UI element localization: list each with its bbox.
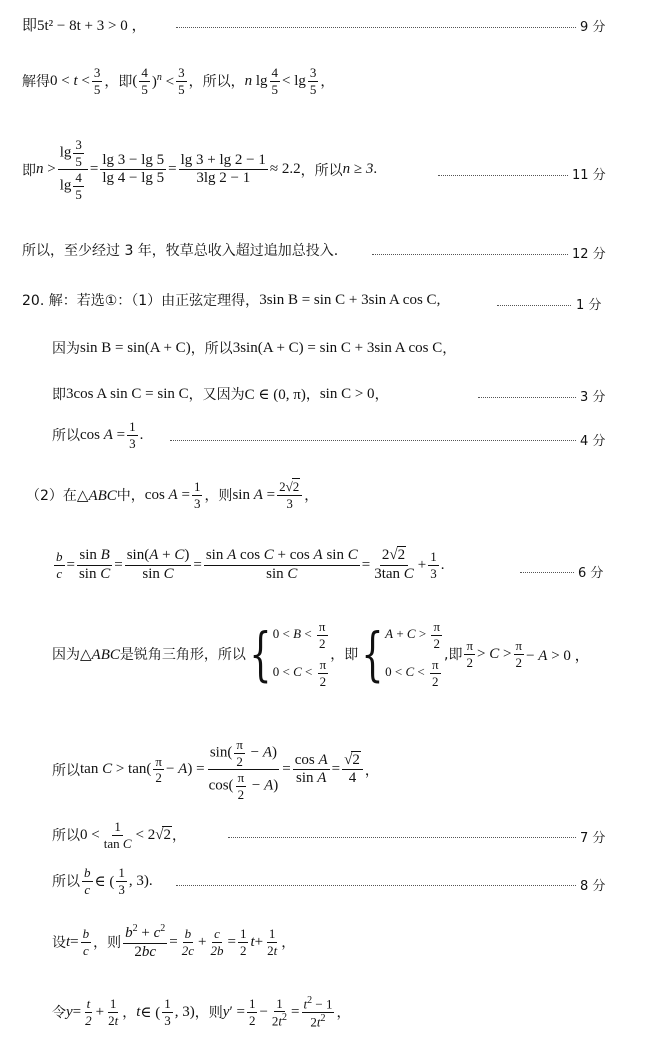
text-yinwei: 因为 — [52, 647, 80, 664]
text-ji: 即 — [52, 387, 66, 403]
line-8: 所以 cos A = $\frac{1}{3}$ . — [52, 419, 144, 451]
score-label: 8 分 — [580, 879, 606, 894]
score-label: 6 分 — [578, 566, 604, 581]
line-1 — [22, 14, 146, 35]
score-label: 11 分 — [572, 168, 606, 183]
dotted-leader — [372, 254, 568, 255]
dotted-leader — [176, 885, 576, 886]
text-suoyi: 所以 — [52, 428, 80, 445]
line-2: 解得 0 < t < $\frac{3}{5}$ ，即 ( $\frac{4}{5}$ )$^n$ < $\frac{3}{5}$ ，所以， n lg $\frac{4}{5}$ < lg $\frac{3}{5}$ ， — [22, 65, 335, 97]
comma: ， — [336, 1005, 351, 1022]
dotted-leader — [170, 440, 576, 441]
inequality-text: 即5t² − 8t + 3 > 0 ， — [22, 18, 147, 34]
formula: sin C > 0 — [319, 385, 375, 402]
text-acute: 是锐角三角形，所以 — [119, 647, 246, 664]
text-jiede: 解得 — [22, 74, 50, 91]
triangle-label: △ABC — [76, 487, 117, 504]
dotted-leader — [228, 837, 576, 838]
text-yinwei: 因为 — [52, 341, 80, 357]
text-ze: ，则 — [93, 935, 122, 952]
line-7 — [52, 384, 389, 404]
score-label: 3 分 — [580, 390, 606, 405]
comma: ， — [364, 762, 379, 779]
comma: ， — [281, 935, 296, 952]
text-ji: ,即 — [444, 647, 463, 664]
triangle-label: △ABC — [80, 646, 120, 663]
text-suoyi: 所以 — [52, 828, 80, 845]
text-ji: 即 — [22, 162, 36, 179]
comma: ， — [305, 387, 320, 403]
dotted-leader — [176, 27, 576, 28]
line-4 — [22, 240, 338, 260]
text-suoyi: ，所以， — [188, 74, 245, 91]
text-ling: 令 — [52, 1005, 66, 1022]
line-6 — [52, 338, 456, 358]
line-15: 设 t = $\frac{b}{c}$ ，则 $\frac{b^2 + c^2}{2bc}$ = $\frac{b}{2c}$ + $\frac{c}{2b}$ = $\frac{1}{2}$ t + $\frac{1}{2t}$ ， — [52, 923, 296, 960]
dotted-leader — [497, 305, 571, 306]
text-youyinwei: ，又因为 — [188, 387, 245, 403]
text-ze: ，则 — [194, 1005, 223, 1022]
approx-value: ≈ 2.2 — [269, 161, 301, 178]
text-she: 设 — [52, 935, 66, 952]
score-label: 9 分 — [580, 20, 606, 35]
score-label: 4 分 — [580, 434, 606, 449]
condition: n ≥ 3 — [342, 161, 374, 178]
dotted-leader — [478, 397, 576, 398]
left-brace-icon: { — [249, 620, 272, 689]
text-suoyi: 所以 — [52, 762, 80, 779]
line-12: 所以 tan C > tan( $\frac{\pi}{2}$ − A) = sin( $\frac{\pi}{2}$ − A) cos( $\frac{\pi}{2}$ − A) = $\frac{\text{cos A}}{\text{sin A}}$ = $\frac{√2}{4}$ ， — [52, 737, 379, 802]
comma: ， — [304, 488, 319, 505]
formula: 3cos A sin C = sin C — [66, 385, 189, 402]
line-3: 即 n > lg $\frac{3}{5}$ lg $\frac{4}{5}$ = $\frac{\lg 3 - \lg 5}{\lg 4 - \lg 5}$ = $\frac{\lg 3 + \lg 2 - 1}{3\lg 2 - 1}$ ≈ 2.2 ，所以 n ≥ 3 . — [22, 137, 378, 202]
conclusion-text: 所以，至少经过 3 年，牧草总收入超过追加总投入. — [22, 243, 339, 259]
dotted-leader — [520, 572, 574, 573]
comma: ， — [171, 828, 186, 845]
score-label: 1 分 — [576, 298, 602, 313]
formula: 3sin B = sin C + 3sin A cos C — [259, 291, 437, 308]
text-ze: ，则 — [204, 488, 233, 505]
comma: ， — [442, 341, 457, 357]
formula: C ∈ (0, π) — [244, 386, 306, 403]
line-14: 所以 $\frac{b}{c}$ ∈ ( $\frac{1}{3}$ , 3). — [52, 865, 153, 897]
problem-20-label: 20. 解：若选①：（1）由正弦定理得， — [22, 293, 260, 309]
formula: 3sin(A + C) = sin C + 3sin A cos C — [232, 339, 443, 356]
text-suoyi: ，所以 — [190, 341, 233, 357]
text-zhong: 中， — [116, 488, 145, 505]
line-13: 所以 0 < $\frac{1}{\text{tan C}}$ < 2√2 ， — [52, 819, 186, 851]
text-ji: ，即 — [104, 74, 133, 91]
comma: ， — [374, 387, 389, 403]
formula: sin B = sin(A + C) — [80, 339, 191, 356]
text-suoyi: 所以 — [52, 874, 80, 891]
score-label: 7 分 — [580, 831, 606, 846]
line-11: 因为 △ABC 是锐角三角形，所以 { 0 < B < $\frac{\pi}{2}$ 0 < C < $\frac{\pi}{2}$ ，即 { A + C > $\frac{\pi}{2}$ 0 < C < $\frac{\pi}{2}$ ,即 $\frac{\pi}{2}$ > C > $\frac{\pi}{2}$ − A > 0 ， — [52, 619, 590, 689]
text-suoyi: ，所以 — [300, 162, 343, 179]
line-16: 令 y = $\frac{t}{2}$ + $\frac{1}{2t}$ ， t ∈ ( $\frac{1}{3}$ , 3) ，则 y ′ = $\frac{1}{2}$ − $\frac{1}{2t^2}$ = $\frac{t^2 - 1}{2t^2}$ ， — [52, 995, 351, 1030]
line-10: $\frac{b}{c}$ = $\frac{\text{sin B}}{\text{sin C}}$ = $\frac{\sin(A + C)}{\text{sin C}}$ = $\frac{\text{sin A cos C + cos A sin C}}{\text{sin C}}$ = $\frac{2√2}{\text{3tan C}}$ + $\frac{1}{3}$ . — [56, 547, 445, 582]
text-zai: （2）在 — [26, 488, 77, 505]
left-brace-icon: { — [361, 620, 384, 689]
comma: ， — [320, 74, 335, 91]
line-5: 20. 解：若选①：（1）由正弦定理得， 3sin B = sin C + 3sin A cos C , — [22, 291, 441, 309]
dotted-leader — [438, 175, 568, 176]
score-label: 12 分 — [572, 247, 606, 262]
comma: ， — [122, 1005, 137, 1022]
text-ji: ，即 — [330, 647, 359, 664]
line-9: （2）在 △ABC 中， cos A = $\frac{1}{3}$ ，则 sin A = $\frac{2√2}{3}$ ， — [26, 479, 319, 511]
